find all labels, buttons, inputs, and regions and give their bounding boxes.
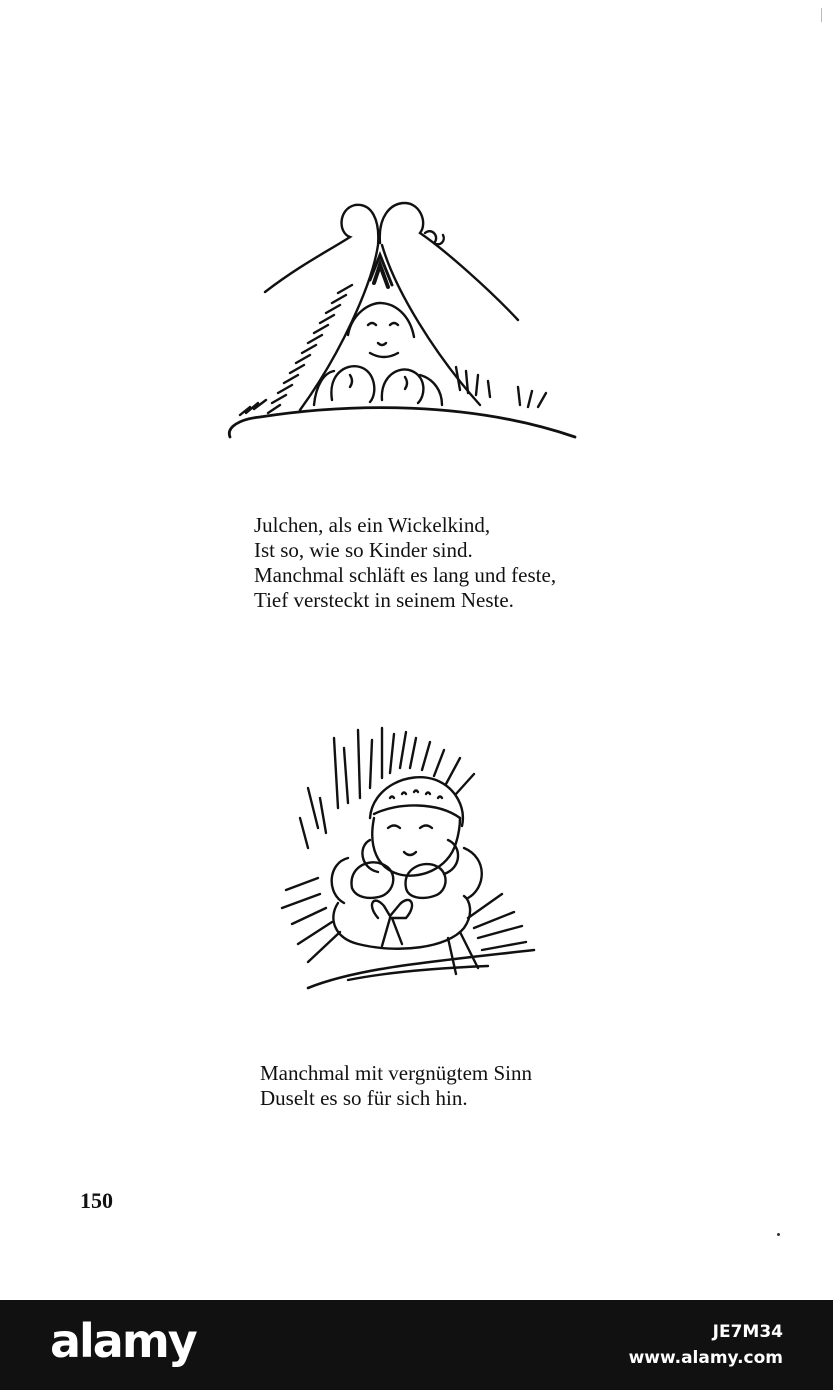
watermark-footer <box>0 1300 833 1390</box>
illustration-sleeping-baby-in-nest <box>220 195 585 445</box>
verse-line: Tief versteckt in seinem Neste. <box>254 588 514 612</box>
verse-line: Manchmal schläft es lang und feste, <box>254 563 557 587</box>
verse-one <box>254 513 556 613</box>
verse-line: Manchmal mit vergnügtem Sinn <box>260 1061 532 1085</box>
speck <box>777 1233 780 1236</box>
verse-two <box>260 1061 532 1111</box>
image-id: JE7M34 <box>712 1322 783 1342</box>
site-url: www.alamy.com <box>628 1348 783 1368</box>
verse-line: Duselt es so für sich hin. <box>260 1086 468 1110</box>
illustration-smiling-baby-in-straw <box>278 718 540 1000</box>
page-number: 150 <box>80 1188 113 1213</box>
verse-line: Ist so, wie so Kinder sind. <box>254 538 473 562</box>
alamy-logo: alamy <box>50 1314 196 1368</box>
edge-mark <box>821 8 822 22</box>
verse-line: Julchen, als ein Wickelkind, <box>254 513 491 537</box>
